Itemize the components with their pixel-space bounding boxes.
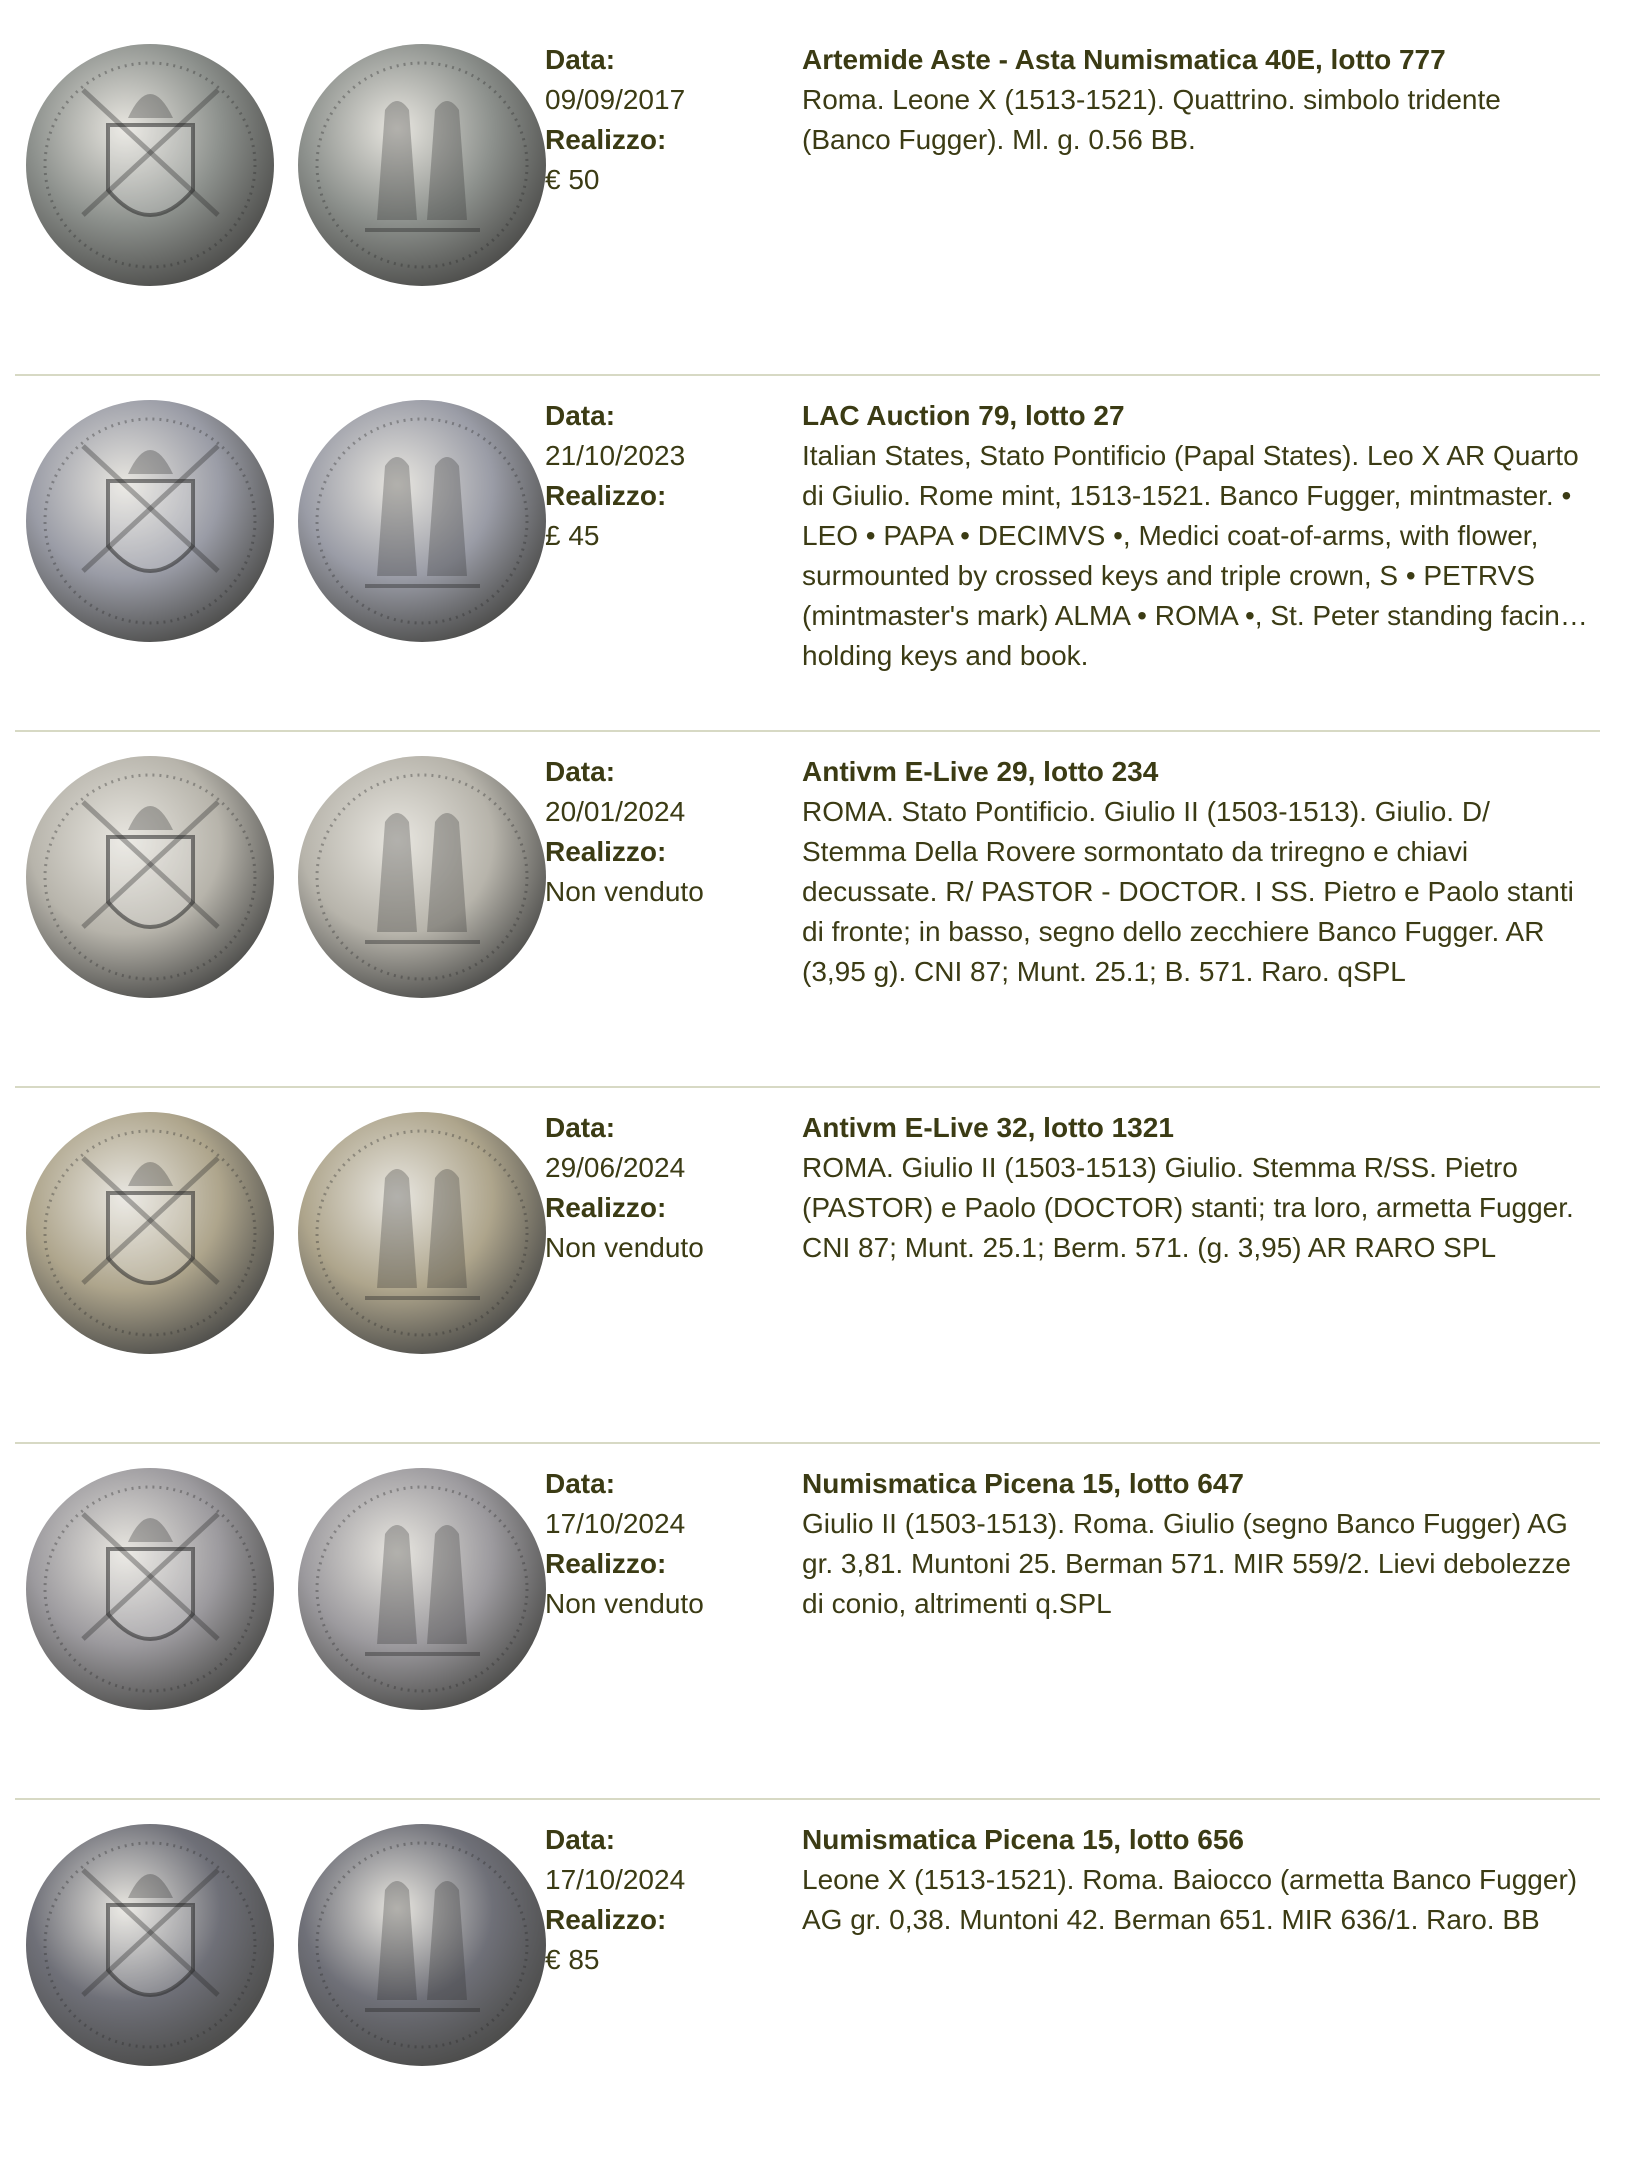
sale-price: € 85 <box>545 1944 600 1975</box>
coin-photo[interactable] <box>23 40 553 290</box>
coin-photo[interactable] <box>23 396 553 646</box>
lot-title[interactable]: Antivm E-Live 32, lotto 1321 <box>802 1112 1174 1143</box>
lot-description: ROMA. Giulio II (1503-1513) Giulio. Stemma R/SS. Pietro (PASTOR) e Paolo (DOCTOR) stanti; tra loro, armetta Fugger. CNI 87; Munt. 25.1; Berm. 571. (g. 3,95) AR RARO SPL <box>802 1152 1574 1263</box>
row-divider <box>15 1086 1600 1088</box>
lot-description-block <box>802 1820 1592 1940</box>
auction-result-row[interactable] <box>15 30 1600 386</box>
coin-obverse-image <box>23 1464 278 1714</box>
sale-info <box>545 1820 785 1980</box>
sale-date: 29/06/2024 <box>545 1152 686 1183</box>
coin-obverse-image <box>23 40 278 290</box>
lot-description-block <box>802 40 1592 160</box>
lot-description: Roma. Leone X (1513-1521). Quattrino. simbolo tridente (Banco Fugger). Ml. g. 0.56 BB. <box>802 84 1501 155</box>
sale-date: 17/10/2024 <box>545 1864 686 1895</box>
coin-reverse-image <box>295 752 550 1002</box>
date-label: Data: <box>545 44 616 75</box>
auction-result-row[interactable] <box>15 742 1600 1098</box>
lot-title[interactable]: Numismatica Picena 15, lotto 647 <box>802 1468 1244 1499</box>
sale-info <box>545 396 785 556</box>
coin-reverse-image <box>295 396 550 646</box>
lot-title[interactable]: Artemide Aste - Asta Numismatica 40E, lotto 777 <box>802 44 1446 75</box>
date-label: Data: <box>545 1824 616 1855</box>
price-label: Realizzo: <box>545 1548 667 1579</box>
lot-description-block <box>802 396 1592 671</box>
row-divider <box>15 730 1600 732</box>
coin-photo[interactable] <box>23 752 553 1002</box>
lot-description-block <box>802 752 1592 992</box>
sale-info <box>545 1108 785 1268</box>
coin-reverse-image <box>295 40 550 290</box>
price-label: Realizzo: <box>545 124 667 155</box>
coin-obverse-image <box>23 1108 278 1358</box>
sale-price: Non venduto <box>545 876 704 907</box>
lot-title[interactable]: Antivm E-Live 29, lotto 234 <box>802 756 1159 787</box>
auction-result-row[interactable] <box>15 1098 1600 1454</box>
lot-description: Giulio II (1503-1513). Roma. Giulio (segno Banco Fugger) AG gr. 3,81. Muntoni 25. Berman 571. MIR 559/2. Lievi debolezze di conio, altrimenti q.SPL <box>802 1508 1571 1619</box>
row-divider <box>15 1442 1600 1444</box>
sale-price: Non venduto <box>545 1588 704 1619</box>
date-label: Data: <box>545 1468 616 1499</box>
coin-obverse-image <box>23 396 278 646</box>
row-divider <box>15 374 1600 376</box>
coin-obverse-image <box>23 752 278 1002</box>
sale-info <box>545 752 785 912</box>
sale-date: 20/01/2024 <box>545 796 686 827</box>
lot-description-block <box>802 1464 1592 1624</box>
price-label: Realizzo: <box>545 836 667 867</box>
lot-description: ROMA. Stato Pontificio. Giulio II (1503-1513). Giulio. D/ Stemma Della Rovere sormontato da triregno e chiavi decussate. R/ PASTOR - DOCTOR. I SS. Pietro e Paolo stanti di fronte; in basso, segno dello zecchiere Banco Fugger. AR (3,95 g). CNI 87; Munt. 25.1; B. 571. Raro. qSPL <box>802 796 1574 987</box>
sale-price: € 50 <box>545 164 600 195</box>
sale-price: Non venduto <box>545 1232 704 1263</box>
lot-description-block <box>802 1108 1592 1268</box>
coin-reverse-image <box>295 1108 550 1358</box>
row-divider <box>15 1798 1600 1800</box>
coin-reverse-image <box>295 1464 550 1714</box>
date-label: Data: <box>545 400 616 431</box>
price-label: Realizzo: <box>545 1904 667 1935</box>
lot-title[interactable]: Numismatica Picena 15, lotto 656 <box>802 1824 1244 1855</box>
date-label: Data: <box>545 756 616 787</box>
sale-date: 09/09/2017 <box>545 84 686 115</box>
auction-result-row[interactable] <box>15 1810 1600 2166</box>
sale-info <box>545 40 785 200</box>
sale-info <box>545 1464 785 1624</box>
lot-description: Italian States, Stato Pontificio (Papal States). Leo X AR Quarto di Giulio. Rome mint, 1513-1521. Banco Fugger, mintmaster. • LEO • PAPA • DECIMVS •, Medici coat-of-arms, with flower, surmounted by crossed keys and triple crown, S • PETRVS (mintmaster's mark) ALMA • ROMA •, St. Peter standing facing, holding keys and book. <box>802 440 1584 671</box>
coin-photo[interactable] <box>23 1108 553 1358</box>
sale-price: £ 45 <box>545 520 600 551</box>
coin-reverse-image <box>295 1820 550 2070</box>
lot-description: Leone X (1513-1521). Roma. Baiocco (armetta Banco Fugger) AG gr. 0,38. Muntoni 42. Berman 651. MIR 636/1. Raro. BB <box>802 1864 1578 1935</box>
price-label: Realizzo: <box>545 1192 667 1223</box>
auction-result-row[interactable] <box>15 386 1600 742</box>
date-label: Data: <box>545 1112 616 1143</box>
coin-obverse-image <box>23 1820 278 2070</box>
auction-result-row[interactable] <box>15 1454 1600 1810</box>
sale-date: 21/10/2023 <box>545 440 686 471</box>
sale-date: 17/10/2024 <box>545 1508 686 1539</box>
price-label: Realizzo: <box>545 480 667 511</box>
coin-photo[interactable] <box>23 1464 553 1714</box>
lot-title[interactable]: LAC Auction 79, lotto 27 <box>802 400 1125 431</box>
coin-photo[interactable] <box>23 1820 553 2070</box>
